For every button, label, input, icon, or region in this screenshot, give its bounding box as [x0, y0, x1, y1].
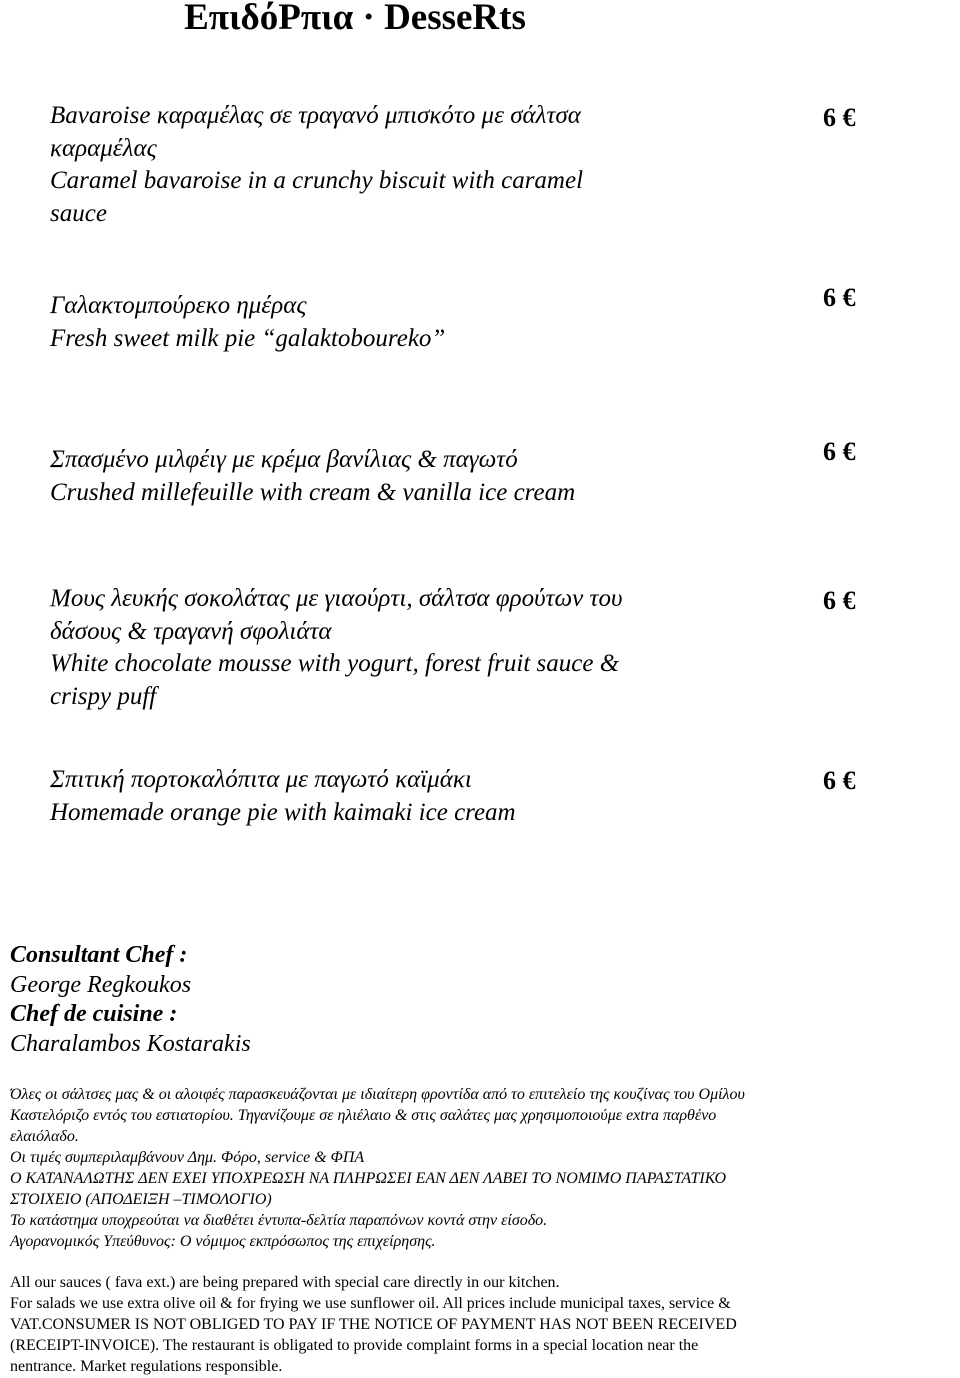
note-line: Ο ΚΑΤΑΝΑΛΩΤΗΣ ΔΕΝ ΕΧΕΙ ΥΠΟΧΡΕΩΣΗ ΝΑ ΠΛΗΡΩΣΕΙ ΕΑΝ ΔΕΝ ΛΑΒΕΙ ΤΟ ΝΟΜΙΜΟ ΠΑΡΑΣΤΑΤΙΚΟ [10, 1170, 727, 1187]
chef-de-cuisine-name: Charalambos Kostarakis [10, 1030, 251, 1057]
chef-credits [10, 941, 251, 1059]
greek-notes [10, 1084, 860, 1252]
note-line: nentrance. Market regulations responsible. [10, 1358, 283, 1375]
note-line: Αγορανομικός Υπεύθυνος: Ο νόμιμος εκπρόσωπος της επιχείρησης. [10, 1233, 436, 1250]
chef-de-cuisine-label: Chef de cuisine : [10, 1001, 178, 1027]
item-price: 6 € [823, 766, 856, 795]
dessert-item-chocolate-mousse [50, 583, 720, 713]
item-line: Crushed millefeuille with cream & vanilla ice cream [50, 478, 576, 506]
item-line: Σπασμένο μιλφέιγ με κρέμα βανίλιας & παγωτό [50, 446, 518, 473]
note-line: VAT.CONSUMER IS NOT OBLIGED TO PAY IF THE NOTICE OF PAYMENT HAS NOT BEEN RECEIVED [10, 1316, 737, 1333]
note-line: (RECEIPT-INVOICE). The restaurant is obligated to provide complaint forms in a special location near the [10, 1337, 699, 1354]
item-price: 6 € [823, 283, 856, 312]
item-price: 6 € [823, 586, 856, 615]
consultant-chef-label: Consultant Chef : [10, 942, 188, 968]
item-line: Fresh sweet milk pie “galaktoboureko” [50, 324, 446, 352]
note-line: Το κατάστημα υποχρεούται να διαθέτει έντυπα-δελτία παραπόνων κοντά στην είσοδο. [10, 1212, 548, 1229]
note-line: All our sauces ( fava ext.) are being prepared with special care directly in our kitchen. [10, 1274, 560, 1291]
item-line: Μους λευκής σοκολάτας με γιαούρτι, σάλτσα φρούτων του [50, 585, 623, 612]
item-price: 6 € [823, 103, 856, 132]
item-line: Homemade orange pie with kaimaki ice cream [50, 798, 516, 826]
item-line: καραμέλας [50, 134, 157, 162]
item-price: 6 € [823, 437, 856, 466]
item-line: Σπιτική πορτοκαλόπιτα με παγωτό καϊμάκι [50, 766, 472, 793]
dessert-item-millefeuille [50, 444, 720, 509]
item-line: sauce [50, 199, 107, 227]
item-line: Γαλακτομπούρεκο ημέρας [50, 292, 307, 319]
note-line: Όλες οι σάλτσες μας & οι αλοιφές παρασκευάζονται με ιδιαίτερη φροντίδα από το επιτελείο της κουζίνας του Ομίλου [10, 1086, 745, 1103]
item-line: crispy puff [50, 682, 157, 710]
dessert-item-bavaroise [50, 100, 720, 230]
note-line: ελαιόλαδο. [10, 1128, 79, 1145]
note-line: For salads we use extra olive oil & for frying we use sunflower oil. All prices include municipal taxes, service & [10, 1295, 731, 1312]
item-line: Caramel bavaroise in a crunchy biscuit with caramel [50, 167, 584, 194]
dessert-item-orange-pie [50, 764, 720, 829]
menu-title: ΕπιδόΡπια · DesseRts [184, 0, 526, 38]
consultant-chef-name: George Regkoukos [10, 971, 192, 998]
item-line: Bavaroise καραμέλας σε τραγανό μπισκότο με σάλτσα [50, 102, 581, 129]
item-line: δάσους & τραγανή σφολιάτα [50, 617, 332, 645]
note-line: Καστελόριζο εντός του εστιατορίου. Τηγανίζουμε σε ηλιέλαιο & στις σαλάτες μας χρησιμοποιούμε extra παρθένο [10, 1107, 717, 1124]
item-line: White chocolate mousse with yogurt, forest fruit sauce & [50, 650, 620, 677]
english-notes [10, 1272, 870, 1377]
note-line: ΣΤΟΙΧΕΙΟ (ΑΠΟΔΕΙΞΗ –ΤΙΜΟΛΟΓΙΟ) [10, 1191, 272, 1208]
note-line: Οι τιμές συμπεριλαμβάνουν Δημ. Φόρο, service & ΦΠΑ [10, 1149, 365, 1166]
dessert-item-galaktoboureko [50, 290, 720, 355]
